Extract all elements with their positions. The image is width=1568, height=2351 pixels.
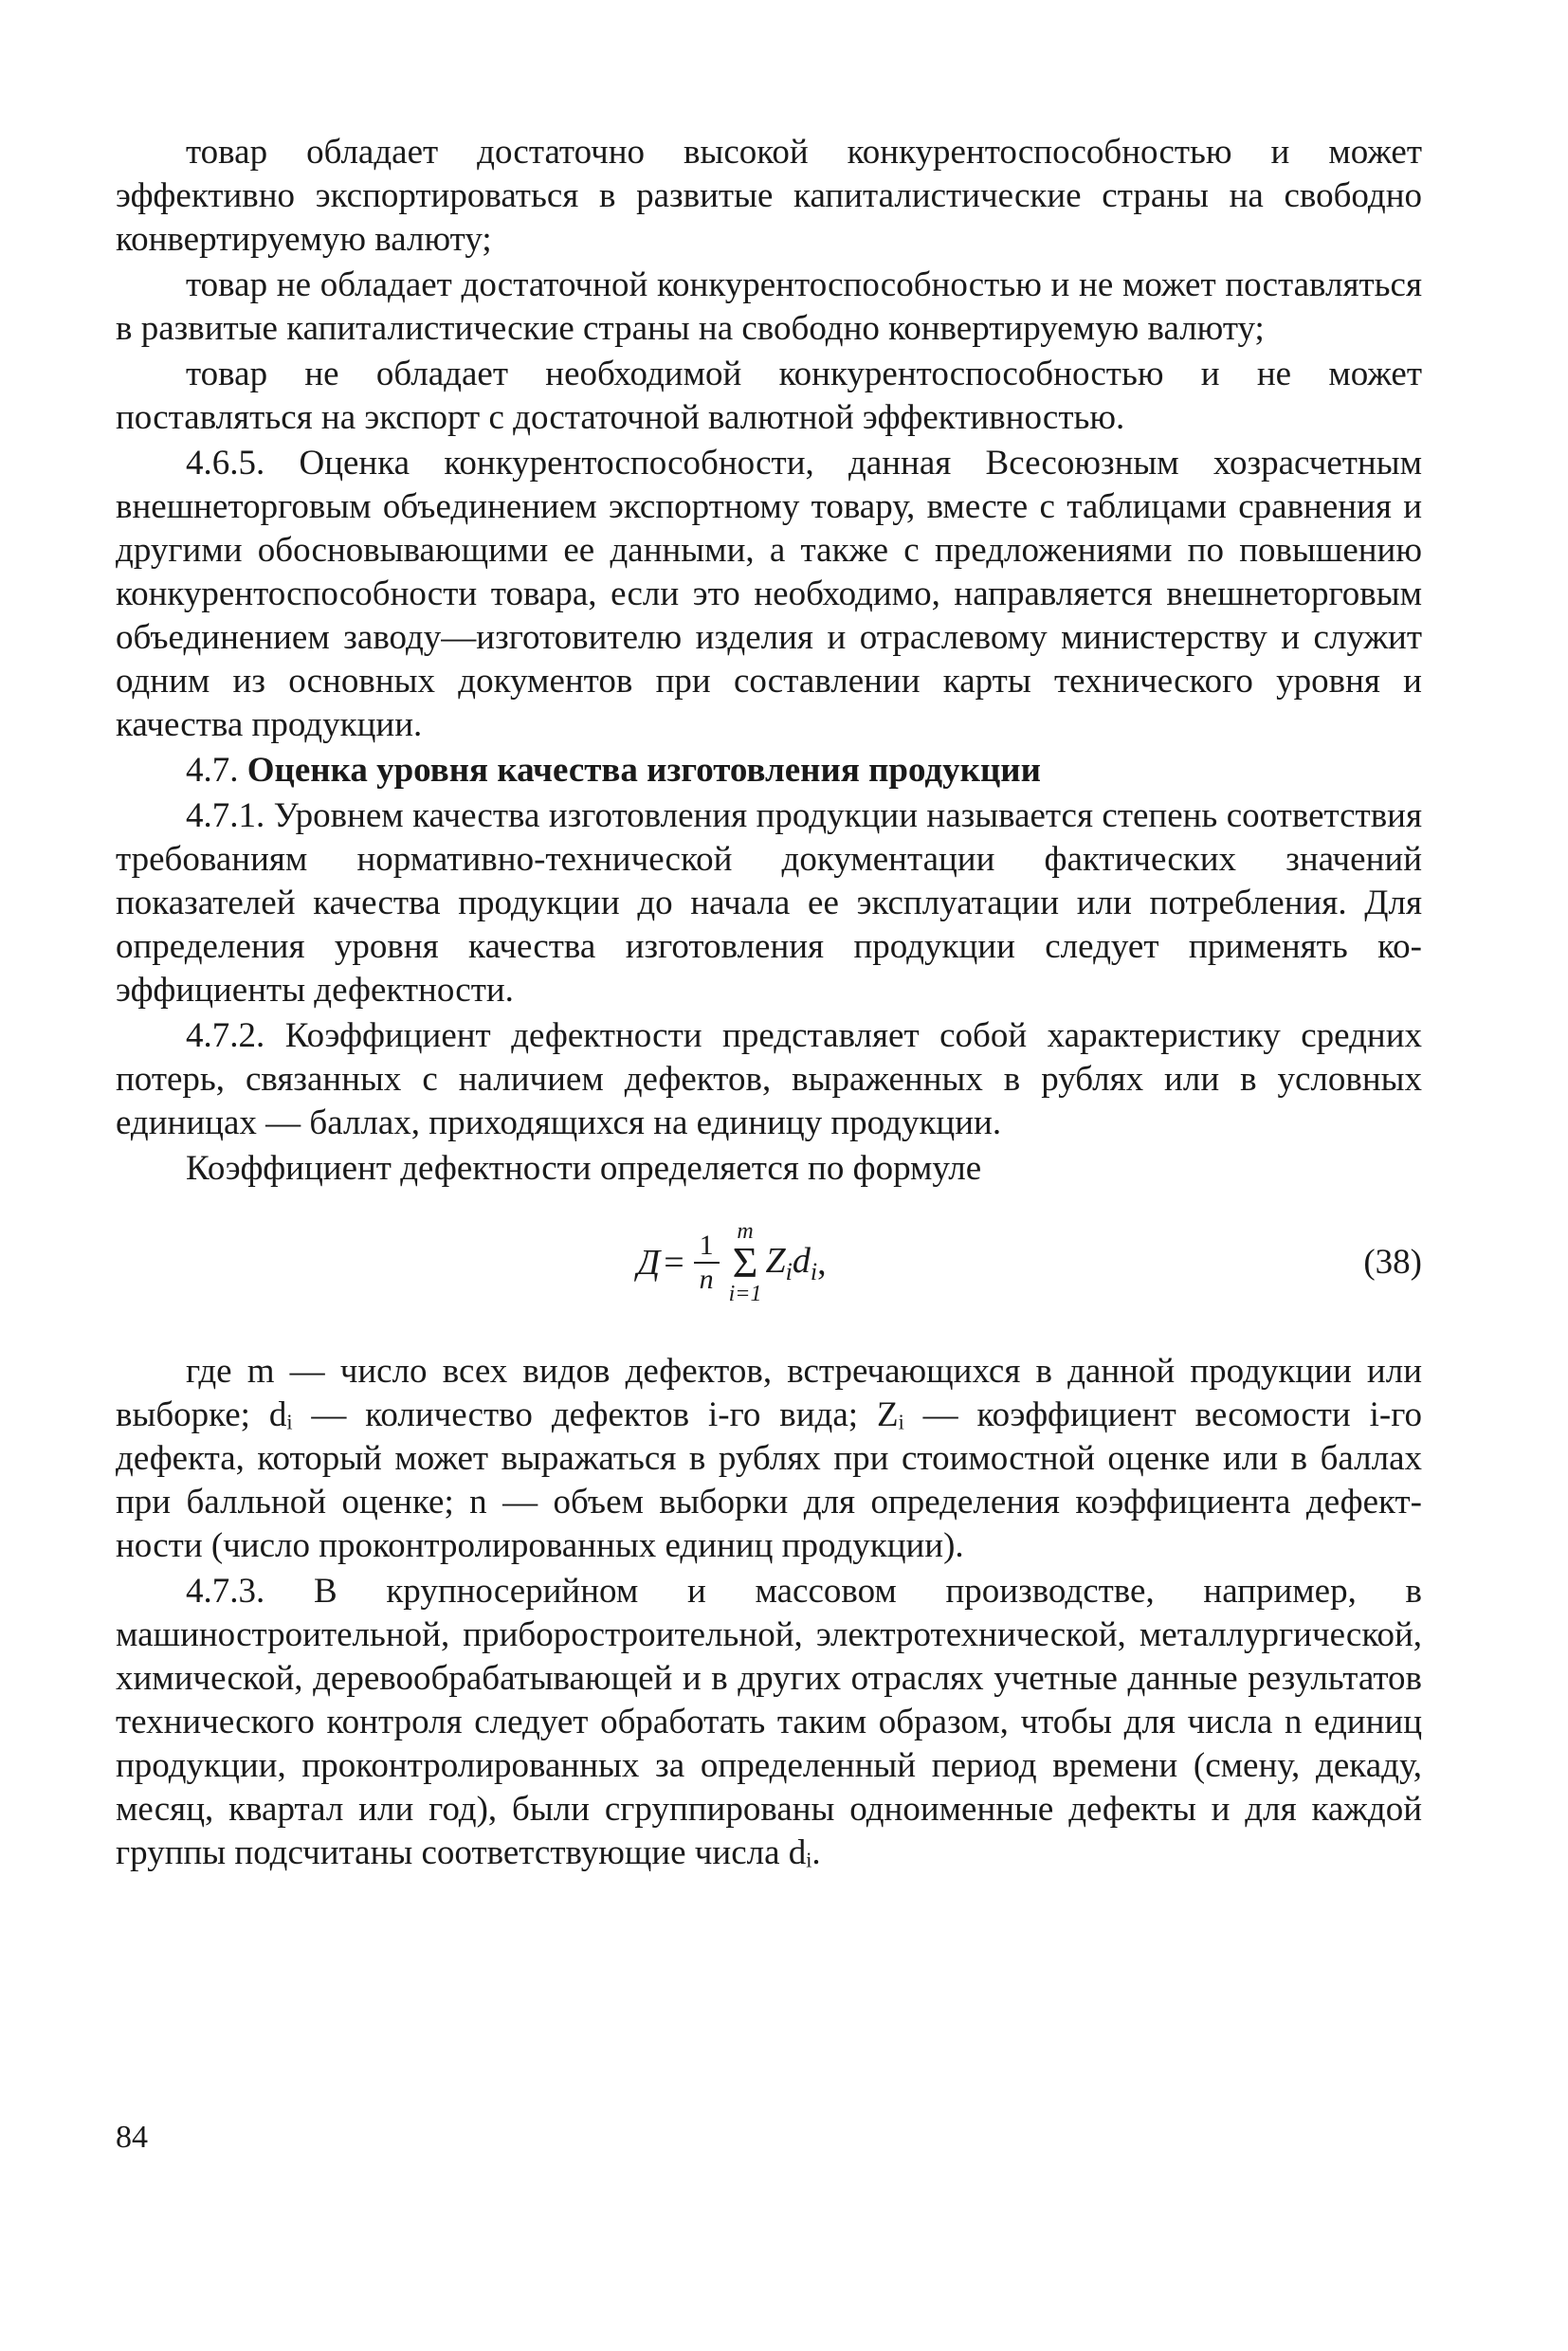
equation-number: (38) [1363,1243,1422,1282]
sum-lower-limit: i=1 [728,1282,762,1306]
sum-upper-limit: m [737,1219,754,1244]
section-heading-title: Оценка уровня качества изготовления продукции [246,751,1041,790]
fraction-denominator: n [699,1264,714,1295]
formula-equals: = [664,1243,684,1283]
sum-sigma: Σ [732,1238,758,1286]
paragraph-competitiveness-lacking: товар не обладает необходимой конкурентоспособностью и не может поставляться на экспорт с достаточной валютной эффективностью. [116,355,1422,437]
fraction-numerator: 1 [694,1230,720,1264]
defect-coefficient-formula [637,1221,827,1304]
paragraph-4-7-2: 4.7.2. Коэффициент дефектности представляет собой характеристику средних потерь, связанных с наличием дефектов, выраженных в рублях или в условных единицах — баллах, приходящихся на единицу продукции. [116,1016,1422,1142]
section-heading-4-7 [116,749,1422,793]
term-d [793,1240,817,1286]
paragraph-4-7-3: 4.7.3. В крупносерийном и массовом производстве, например, в машиностроительной, приборостроительной, электротехнической, металлургической, химической, деревообрабатывающей и в других отраслях учетные данные результатов технического контроля следует обработать таким образом, чтобы для числа n единиц продукции, проконтролированных за определенный период времени (смену, декаду, месяц, квартал или год), были сгруппированы одноименные дефекты и для каждой группы подсчитаны соответствующие числа dᵢ. [116,1572,1422,1872]
formula-lhs: Д [637,1243,661,1283]
term-d-letter: d [792,1240,811,1281]
term-d-subscript: i [810,1257,818,1285]
paragraph-4-6-5: 4.6.5. Оценка конкурентоспособности, данная Всесоюзным хозрасчетным внешнеторговым объединением экспортному товару, вместе с таблицами сравнения и другими обосновывающими ее данными, а также с предложениями по повышению конкурентоспособности товара, если это необходимо, направляется внешнеторговым объединением заводу—изготовителю изделия и отраслевому министерству и служит одним из основных документов при составлении карты технического уровня и качества продукции. [116,444,1422,744]
formula-trailing-comma: , [817,1243,827,1283]
paragraph-formula-intro: Коэффициент дефектности определяется по формуле [186,1149,982,1188]
paragraph-4-7-1: 4.7.1. Уровнем качества изготовления продукции называется степень соответствия требованиям нормативно-технической документации фактических значений показателей качества продукции до начала ее эксплуатации или потребления. Для определения уровня качества изготовления продукции следует применять коэффициенты дефектности. [116,796,1422,1010]
paragraph-formula-legend: где m — число всех видов дефектов, встречающихся в данной продукции или выборке; dᵢ — количество дефектов i-го вида; Zᵢ — коэффициент весомости i-го дефекта, который может выражаться в рублях при стоимостной оценке или в баллах при балльной оценке; n — объем выборки для определения коэффициента дефектности (число проконтролированных единиц продукции). [116,1352,1422,1565]
formula-block [116,1194,1422,1337]
term-z-letter: Z [765,1240,786,1281]
term-z [766,1240,793,1286]
paragraph-competitiveness-insufficient: товар не обладает достаточной конкурентоспособностью и не может поставляться в развитые капиталистические страны на свободно конвертируемую валюту; [116,265,1422,348]
paragraph-competitiveness-high: товар обладает достаточно высокой конкурентоспособностью и может эффективно экспортироваться в развитые капиталистические страны на свободно конвертируемую валюту; [116,133,1422,259]
page-number: 84 [116,2120,148,2155]
section-heading-number: 4.7. [186,751,239,790]
term-z-subscript: i [785,1257,793,1285]
summation [729,1221,762,1304]
formula-fraction [694,1230,720,1296]
